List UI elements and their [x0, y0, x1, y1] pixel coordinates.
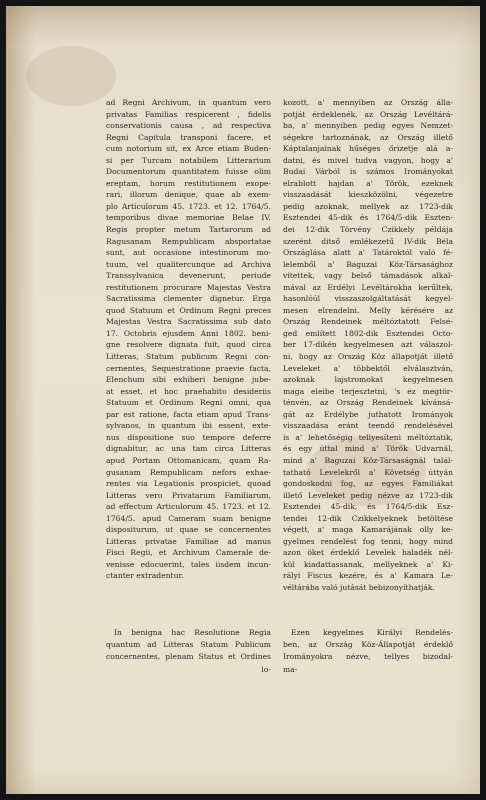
text-line: Esztendei 45-dik és 1764/5-dik Eszten- [283, 213, 453, 223]
text-line: plo Articulorum 45. 1723. et 12. 1764/5. [106, 201, 271, 211]
text-line: cum notorium sit, ex Arce etiam Buden- [106, 144, 271, 154]
text-line: véltárába való jutását bebizonyíthatják. [283, 582, 435, 592]
page-edge-shadow [6, 6, 36, 794]
text-line: ereptam, horum restitutionem exope- [106, 178, 271, 188]
text-line: tatható Levelekről a' Követség úttyán [283, 467, 453, 477]
text-line: Leveleket a' többektől elválasztván, [283, 363, 453, 373]
text-line: potját érdeklenék, az Ország Levéltárá- [283, 109, 453, 119]
text-line: quod Statuum et Ordinum Regni preces [106, 305, 271, 315]
text-line: mával az Erdélyi Levéltárokba kerűltek, [283, 282, 453, 292]
text-line: rari, illorum denique, quae ab exem- [106, 190, 271, 200]
text-line: Esztendei 45-dik, és 1764/5-dik Esz- [283, 502, 453, 512]
text-line: restitutionem procurare Majestas Vestra [106, 282, 271, 292]
text-line: gát az Erdélybe juthatott Irományok [283, 409, 453, 419]
text-line: Irományokra nézve, tellyes bizodal- [283, 652, 453, 662]
text-line: ba, a' mennyiben pedig egyes Nemzet- [283, 121, 453, 131]
text-line: végett, a' maga Kamarájának olly ke- [283, 525, 453, 535]
text-line: Káptalanjainak hűséges őrizetje alá a- [283, 144, 453, 154]
text-line: és egy úttal mind a' Török Udvarnál, [283, 444, 453, 454]
hungarian-column [283, 97, 453, 594]
text-line: Documentorum quantitatem fuisse olim [106, 167, 271, 177]
text-line: azoknak lajstromokat kegyelmesen [283, 375, 453, 385]
text-line: dignabitur, ac una tam circa Litteras [106, 444, 271, 454]
text-line: gyelmes rendelést fog tenni, hogy mind [283, 536, 453, 546]
text-line: apud Portam Ottomanicam, quam Ra- [106, 455, 271, 465]
text-line: Fisci Regii, et Archivum Camerale de- [106, 548, 271, 558]
text-line: ctanter extradentur. [106, 571, 184, 581]
text-line: privatas Familias respicerent , fidelis [106, 109, 271, 119]
text-line: temporibus divae memoriae Belae IV. [106, 213, 271, 223]
text-line: visszaadása eránt teendő rendelésével [283, 421, 453, 431]
text-line: ségekre tartoznának, az Ország illető [283, 132, 453, 142]
text-line: maga eleibe terjesztetni, 's ez megtör- [283, 386, 453, 396]
text-line: pedig azoknak, mellyek az 1723-dik [283, 201, 453, 211]
text-line: conservationis causa , ad respectiva [106, 121, 271, 131]
text-line: dei 12-dik Törvény Czikkely példája [283, 225, 453, 235]
text-line: Budai Várból is számos Irományokat [283, 167, 453, 177]
text-line: mesen elrendelni. Melly kérésére az [283, 305, 453, 315]
text-line: Sacratissima clementer dignetur. Erga [106, 294, 271, 304]
text-line: 17. Octobris ejusdem Anni 1802. beni- [106, 328, 271, 338]
text-line: rályi Fiscus kezére, és a' Kamara Le- [283, 571, 453, 581]
text-line: Litteras privatae Familiae ad manus [106, 536, 271, 546]
text-line: Regis propter metum Tartarorum ad [106, 225, 271, 235]
text-line: tendei 12-dik Czikkelyeknek betöltése [283, 513, 453, 523]
text-line: gusanam Rempublicam nefors exhae- [106, 467, 271, 477]
text-line: si per Turcam notabilem Litterarium [106, 155, 271, 165]
text-line: concernentes, plenam Status et Ordines [106, 652, 271, 662]
hungarian-paragraph-2 [283, 627, 453, 676]
latin-column [106, 97, 271, 582]
text-line: Ezen kegyelmes Királyi Rendelés- [291, 628, 453, 637]
page-top-shadow [6, 6, 480, 46]
text-line: lelemből a' Baguzai Köz-Társasághoz [283, 259, 453, 269]
text-line: kül kiadattassanak, mellyeknek a' Ki- [283, 559, 453, 569]
text-line: dispositurum, ut quae se concernentes [106, 525, 271, 535]
text-line: azon öket érdeklő Levelek haladék nél- [283, 548, 453, 558]
text-line: mind a' Baguzai Köz-Társaságnál talál- [283, 455, 453, 465]
text-line: Litteras, Statum publicum Regni con- [106, 352, 271, 362]
text-line: Regni Capitula transponi facere, et [106, 132, 271, 142]
text-line: ma- [283, 664, 298, 674]
text-line: visszaadását kieszközölni, végezetre [283, 190, 453, 200]
text-line: Transsylvanica devenerunt, periude [106, 271, 271, 281]
text-line: Majestas Vestra Sacratissima sub dato [106, 317, 271, 327]
text-line: is a' lehetőségig tellyesíteni méltóztatik, [283, 432, 453, 442]
text-line: ni, hogy az Ország Köz állapotját illető [283, 352, 453, 362]
text-line: nus dispositione suo tempore deferre [106, 432, 271, 442]
latin-paragraph-2 [106, 627, 271, 676]
paper-stain [26, 46, 116, 106]
text-line: ténvén, az Ország Rendeinek kívánsá- [283, 398, 453, 408]
text-line: ged említett 1802-dik Esztendei Octo- [283, 328, 453, 338]
text-line: Litteras vero Privatarum Familiarum, [106, 490, 271, 500]
text-line: ben, az Ország Köz-Állapotját érdeklő [283, 640, 453, 650]
text-line: vitettek, vagy belső támadások alkal- [283, 271, 453, 281]
text-line: sylvanos, in quantum ibi essent, exte- [106, 421, 271, 431]
text-line: lo- [261, 664, 271, 674]
text-line: ber 17-dikén kegyelmesen azt válaszol- [283, 340, 453, 350]
text-line: rentes via Legationis prospiciet, quoad [106, 479, 271, 489]
text-line: Ország Rendeinek méltóztatott Felsé- [283, 317, 453, 327]
text-line: szerént ditső emlékezetű IV-dik Béla [283, 236, 453, 246]
text-line: Elenchum sibi exhiberi benigne jube- [106, 375, 271, 385]
text-line: sunt, aut occasione intestinorum mo- [106, 248, 271, 258]
text-line: datni, és mivel tudva vagyon, hogy a' [283, 155, 453, 165]
text-line: kozott, a' mennyiben az Ország álla- [283, 98, 453, 107]
text-line: Statuum et Ordinum Regni omni, qua [106, 398, 271, 408]
text-line: ad Regni Archivum, in quantum vero [106, 98, 271, 107]
text-line: tuum, vel qualitercunque ad Archiva [106, 259, 271, 269]
text-line: quantum ad Litteras Statum Publicum [106, 640, 271, 650]
text-line: par est ratione, facta etiam apud Trans- [106, 409, 271, 419]
text-line: cernentes, Sequestratione praevie facta, [106, 363, 271, 373]
text-line: at esset, et hoc praehabito desideriis [106, 386, 271, 396]
text-line: illető Leveleket pedig nézve az 1723-dik [283, 490, 453, 500]
text-line: In benigna hac Resolutione Regia [114, 628, 271, 637]
text-line: gne resolvere dignata fuit, quod circa [106, 340, 271, 350]
text-line: ad effectum Articulorum 45. 1723. et 12. [106, 502, 271, 512]
text-line: Országlása alatt a' Tatároktól való fé- [283, 248, 453, 258]
text-line: venisse edocuerint, tales iisdem incun- [106, 559, 271, 569]
text-line: hasonlóúl visszaszolgáltatását kegyel- [283, 294, 453, 304]
text-line: 1764/5. apud Cameram suam benigne [106, 513, 271, 523]
text-line: elrablott hajdan a' Török, ezeknek [283, 178, 453, 188]
text-line: Ragusanam Rempublicam absportatae [106, 236, 271, 246]
text-line: gondoskodni fog, az egyes Familiákat [283, 479, 453, 489]
